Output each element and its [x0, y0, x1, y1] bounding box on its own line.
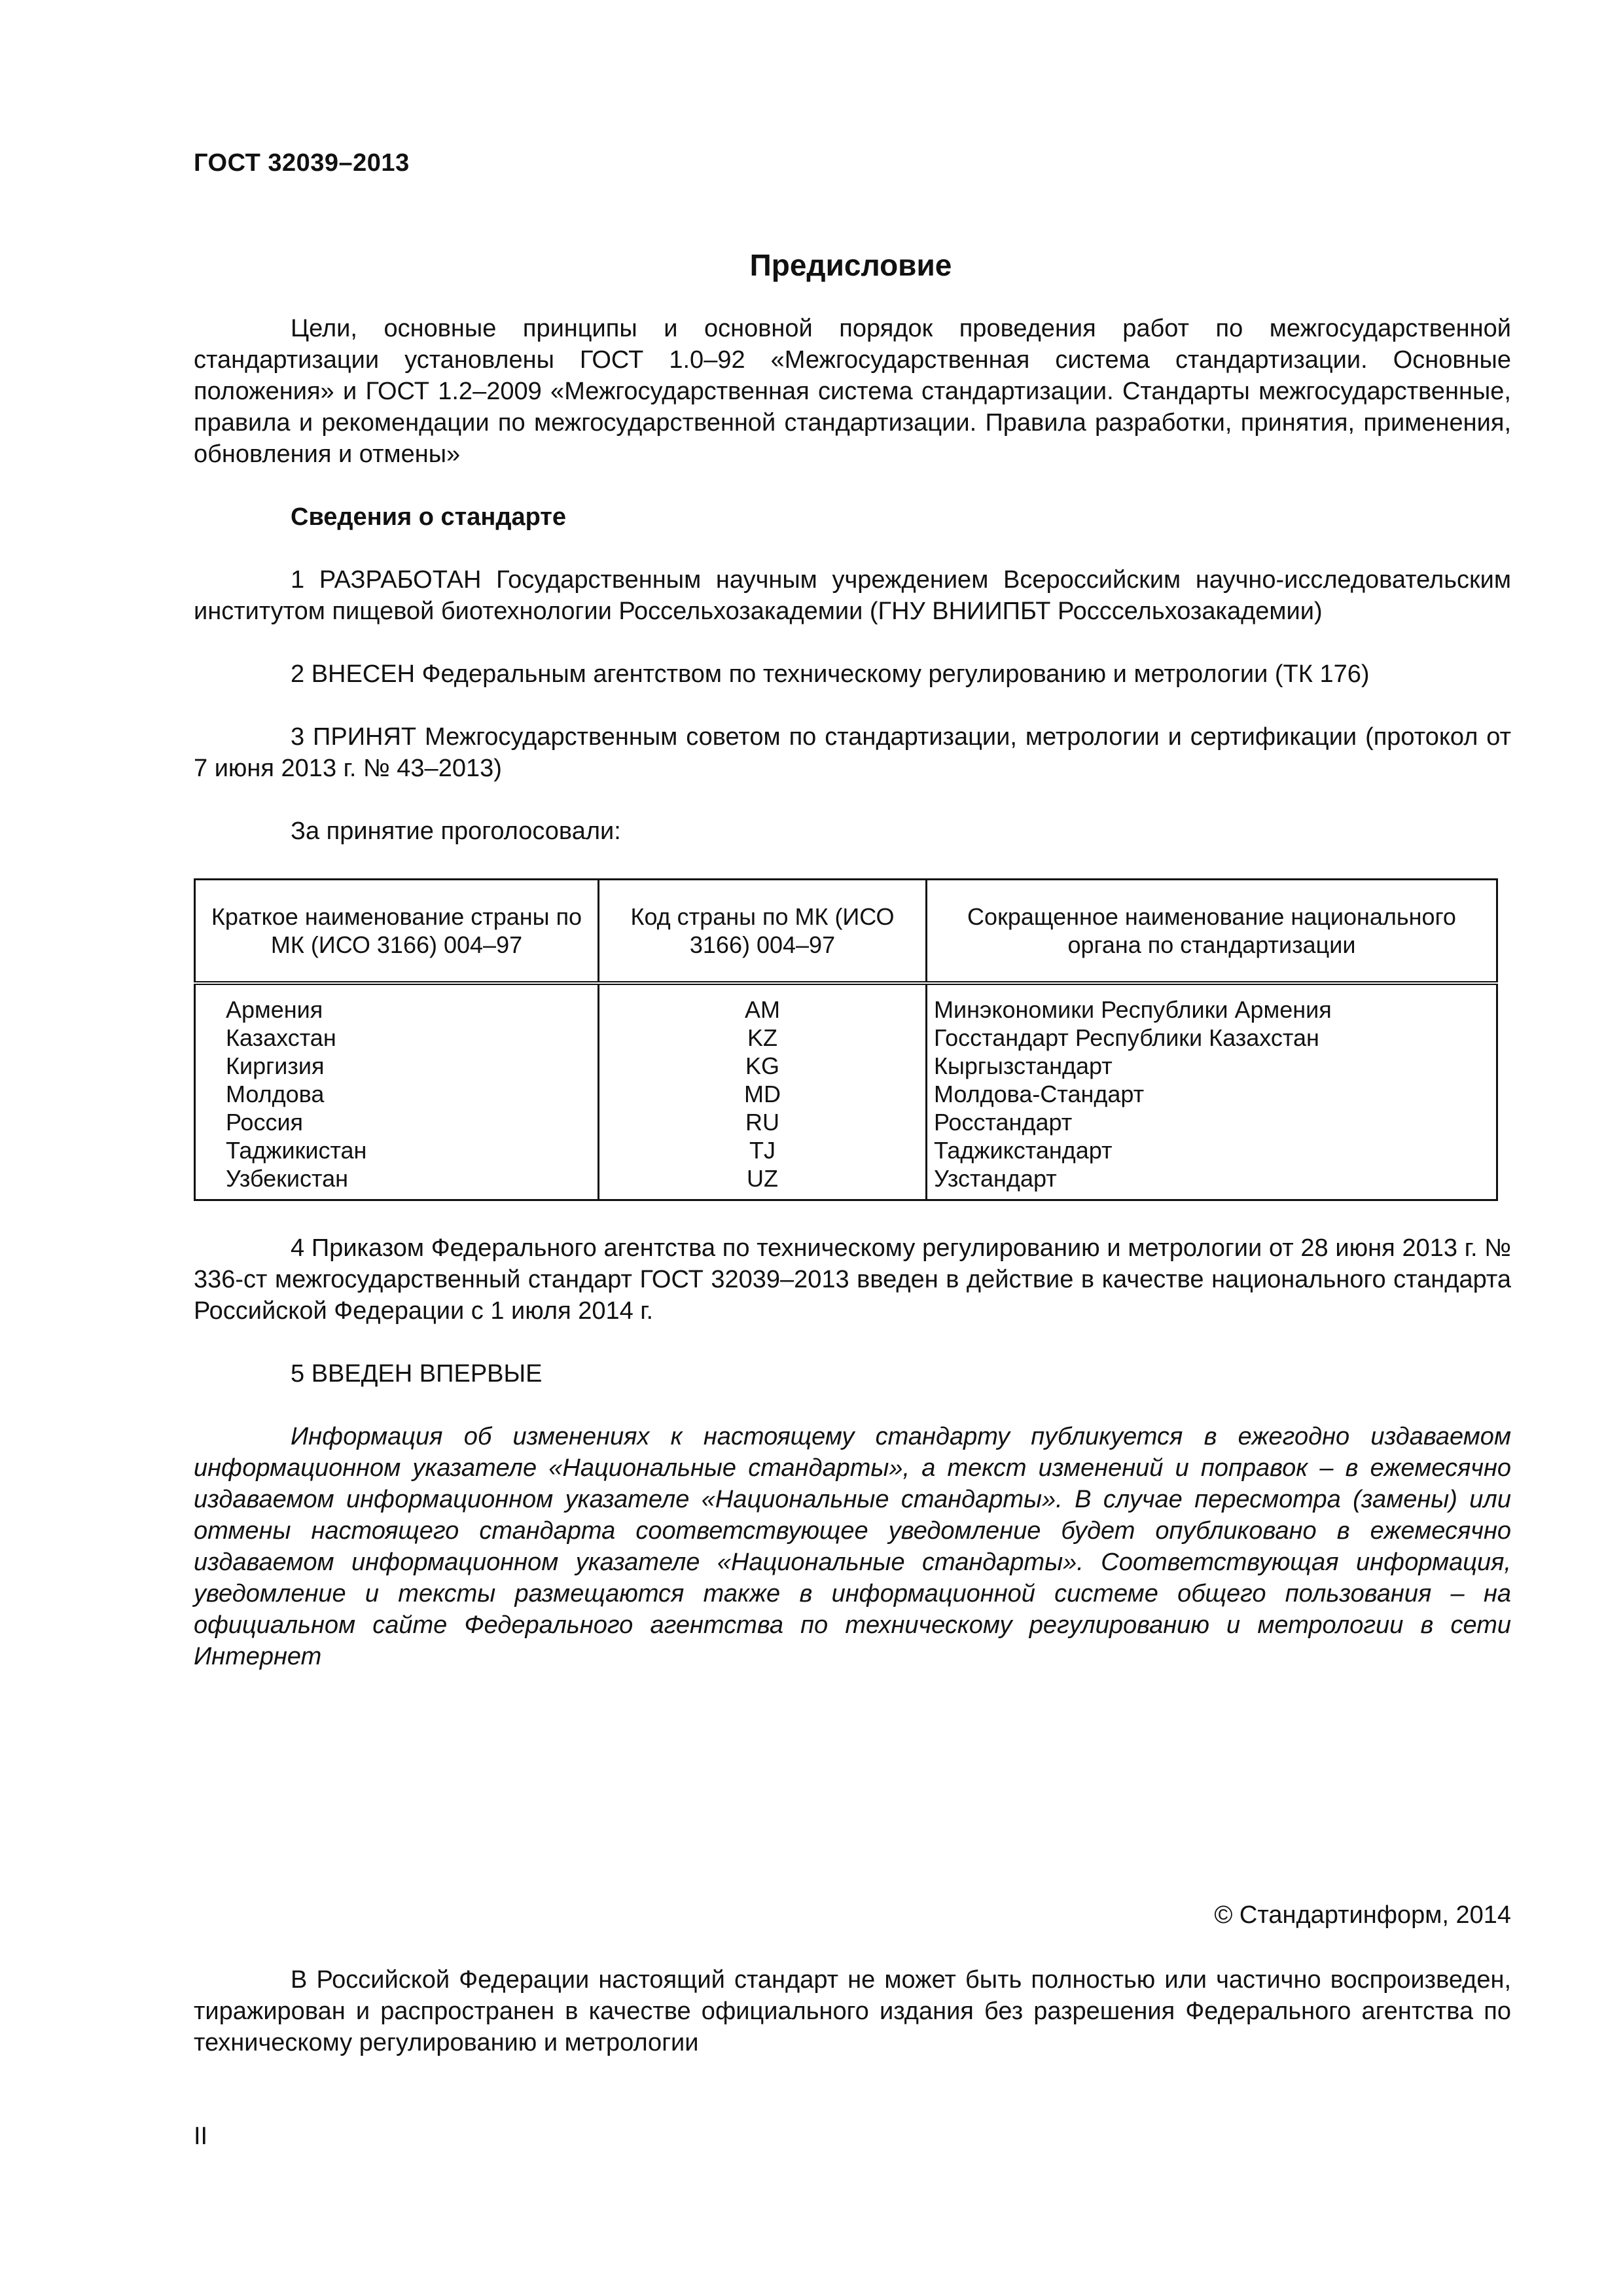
info-heading: Сведения о стандарте [291, 503, 567, 531]
cell-code: UZ [599, 1164, 927, 1200]
cell-code: KG [599, 1052, 927, 1080]
item-developed: 1 РАЗРАБОТАН Государственным научным учреждением Всероссийским научно-исследовательским институтом пищевой биотехнологии Россельхозакадемии (ГНУ ВНИИПБТ Россcельхозакадемии) [194, 566, 1511, 625]
voting-table [194, 878, 1498, 1201]
cell-body: Узстандарт [927, 1164, 1497, 1200]
foreword-content [194, 313, 1511, 1704]
cell-country: Россия [195, 1108, 599, 1136]
cell-body: Молдова-Стандарт [927, 1080, 1497, 1108]
cell-country: Молдова [195, 1080, 599, 1108]
table-row [195, 1052, 1497, 1080]
table-row [195, 1108, 1497, 1136]
standard-code-header: ГОСТ 32039–2013 [194, 149, 410, 177]
table-row [195, 1136, 1497, 1164]
table-row [195, 1080, 1497, 1108]
cell-country: Таджикистан [195, 1136, 599, 1164]
intro-paragraph: Цели, основные принципы и основной порядок проведения работ по межгосударственной стандартизации установлены ГОСТ 1.0–92 «Межгосударственная система стандартизации. Основные положения» и ГОСТ 1.2–2009 «Межгосударственная система стандартизации. Стандарты межгосударственные, правила и рекомендации по межгосударственной стандартизации. Правила разработки, принятия, применения, обновления и отмены» [194, 315, 1511, 468]
page-number: II [194, 2123, 208, 2150]
cell-body: Кыргызстандарт [927, 1052, 1497, 1080]
cell-country: Узбекистан [195, 1164, 599, 1200]
page-title: Предисловие [749, 248, 952, 282]
item-order: 4 Приказом Федерального агентства по техническому регулированию и метрологии от 28 июня 2013 г. № 336-ст межгосударственный стандарт ГОСТ 32039–2013 введен в действие в качестве национального стандарта Российской Федерации с 1 июля 2014 г. [194, 1234, 1511, 1325]
table-row [195, 983, 1497, 1024]
copyright-line: © Стандартинформ, 2014 [1214, 1901, 1511, 1929]
header-country-code: Код страны по МК (ИСО 3166) 004–97 [599, 880, 927, 984]
header-body-name: Сокращенное наименование национального органа по стандартизации [927, 880, 1497, 984]
header-country-name: Краткое наименование страны по МК (ИСО 3166) 004–97 [195, 880, 599, 984]
table-header-row [195, 880, 1497, 984]
table-row [195, 1024, 1497, 1052]
cell-body: Минэкономики Республики Армения [927, 983, 1497, 1024]
reproduction-notice: В Российской Федерации настоящий стандарт не может быть полностью или частично воспроизведен, тиражирован и распространен в качестве официального издания без разрешения Федерального агентства по техническому регулированию и метрологии [194, 1966, 1511, 2056]
cell-country: Киргизия [195, 1052, 599, 1080]
cell-code: RU [599, 1108, 927, 1136]
cell-country: Казахстан [195, 1024, 599, 1052]
cell-code: AM [599, 983, 927, 1024]
voted-for-label: За принятие проголосовали: [291, 817, 621, 845]
item-adopted: 3 ПРИНЯТ Межгосударственным советом по стандартизации, метрологии и сертификации (протокол от 7 июня 2013 г. № 43–2013) [194, 723, 1511, 782]
cell-code: KZ [599, 1024, 927, 1052]
changes-info-paragraph: Информация об изменениях к настоящему стандарту публикуется в ежегодно издаваемом информационном указателе «Национальные стандарты», а текст изменений и поправок – в ежемесячно издаваемом информационном указателе «Национальные стандарты». В случае пересмотра (замены) или отмены настоящего стандарта соответствующее уведомление будет опубликовано в ежемесячно издаваемом информационном указателе «Национальные стандарты». Соответствующая информация, уведомление и тексты размещаются также в информационной системе общего пользования – на официальном сайте Федерального агентства по техническому регулированию и метрологии в сети Интернет [194, 1423, 1511, 1670]
cell-body: Росстандарт [927, 1108, 1497, 1136]
cell-body: Госстандарт Республики Казахстан [927, 1024, 1497, 1052]
table-row [195, 1164, 1497, 1200]
cell-code: TJ [599, 1136, 927, 1164]
cell-body: Таджикстандарт [927, 1136, 1497, 1164]
cell-code: MD [599, 1080, 927, 1108]
item-first-time: 5 ВВЕДЕН ВПЕРВЫЕ [291, 1360, 543, 1388]
item-introduced: 2 ВНЕСЕН Федеральным агентством по техническому регулированию и метрологии (ТК 176) [291, 660, 1370, 688]
cell-country: Армения [195, 983, 599, 1024]
